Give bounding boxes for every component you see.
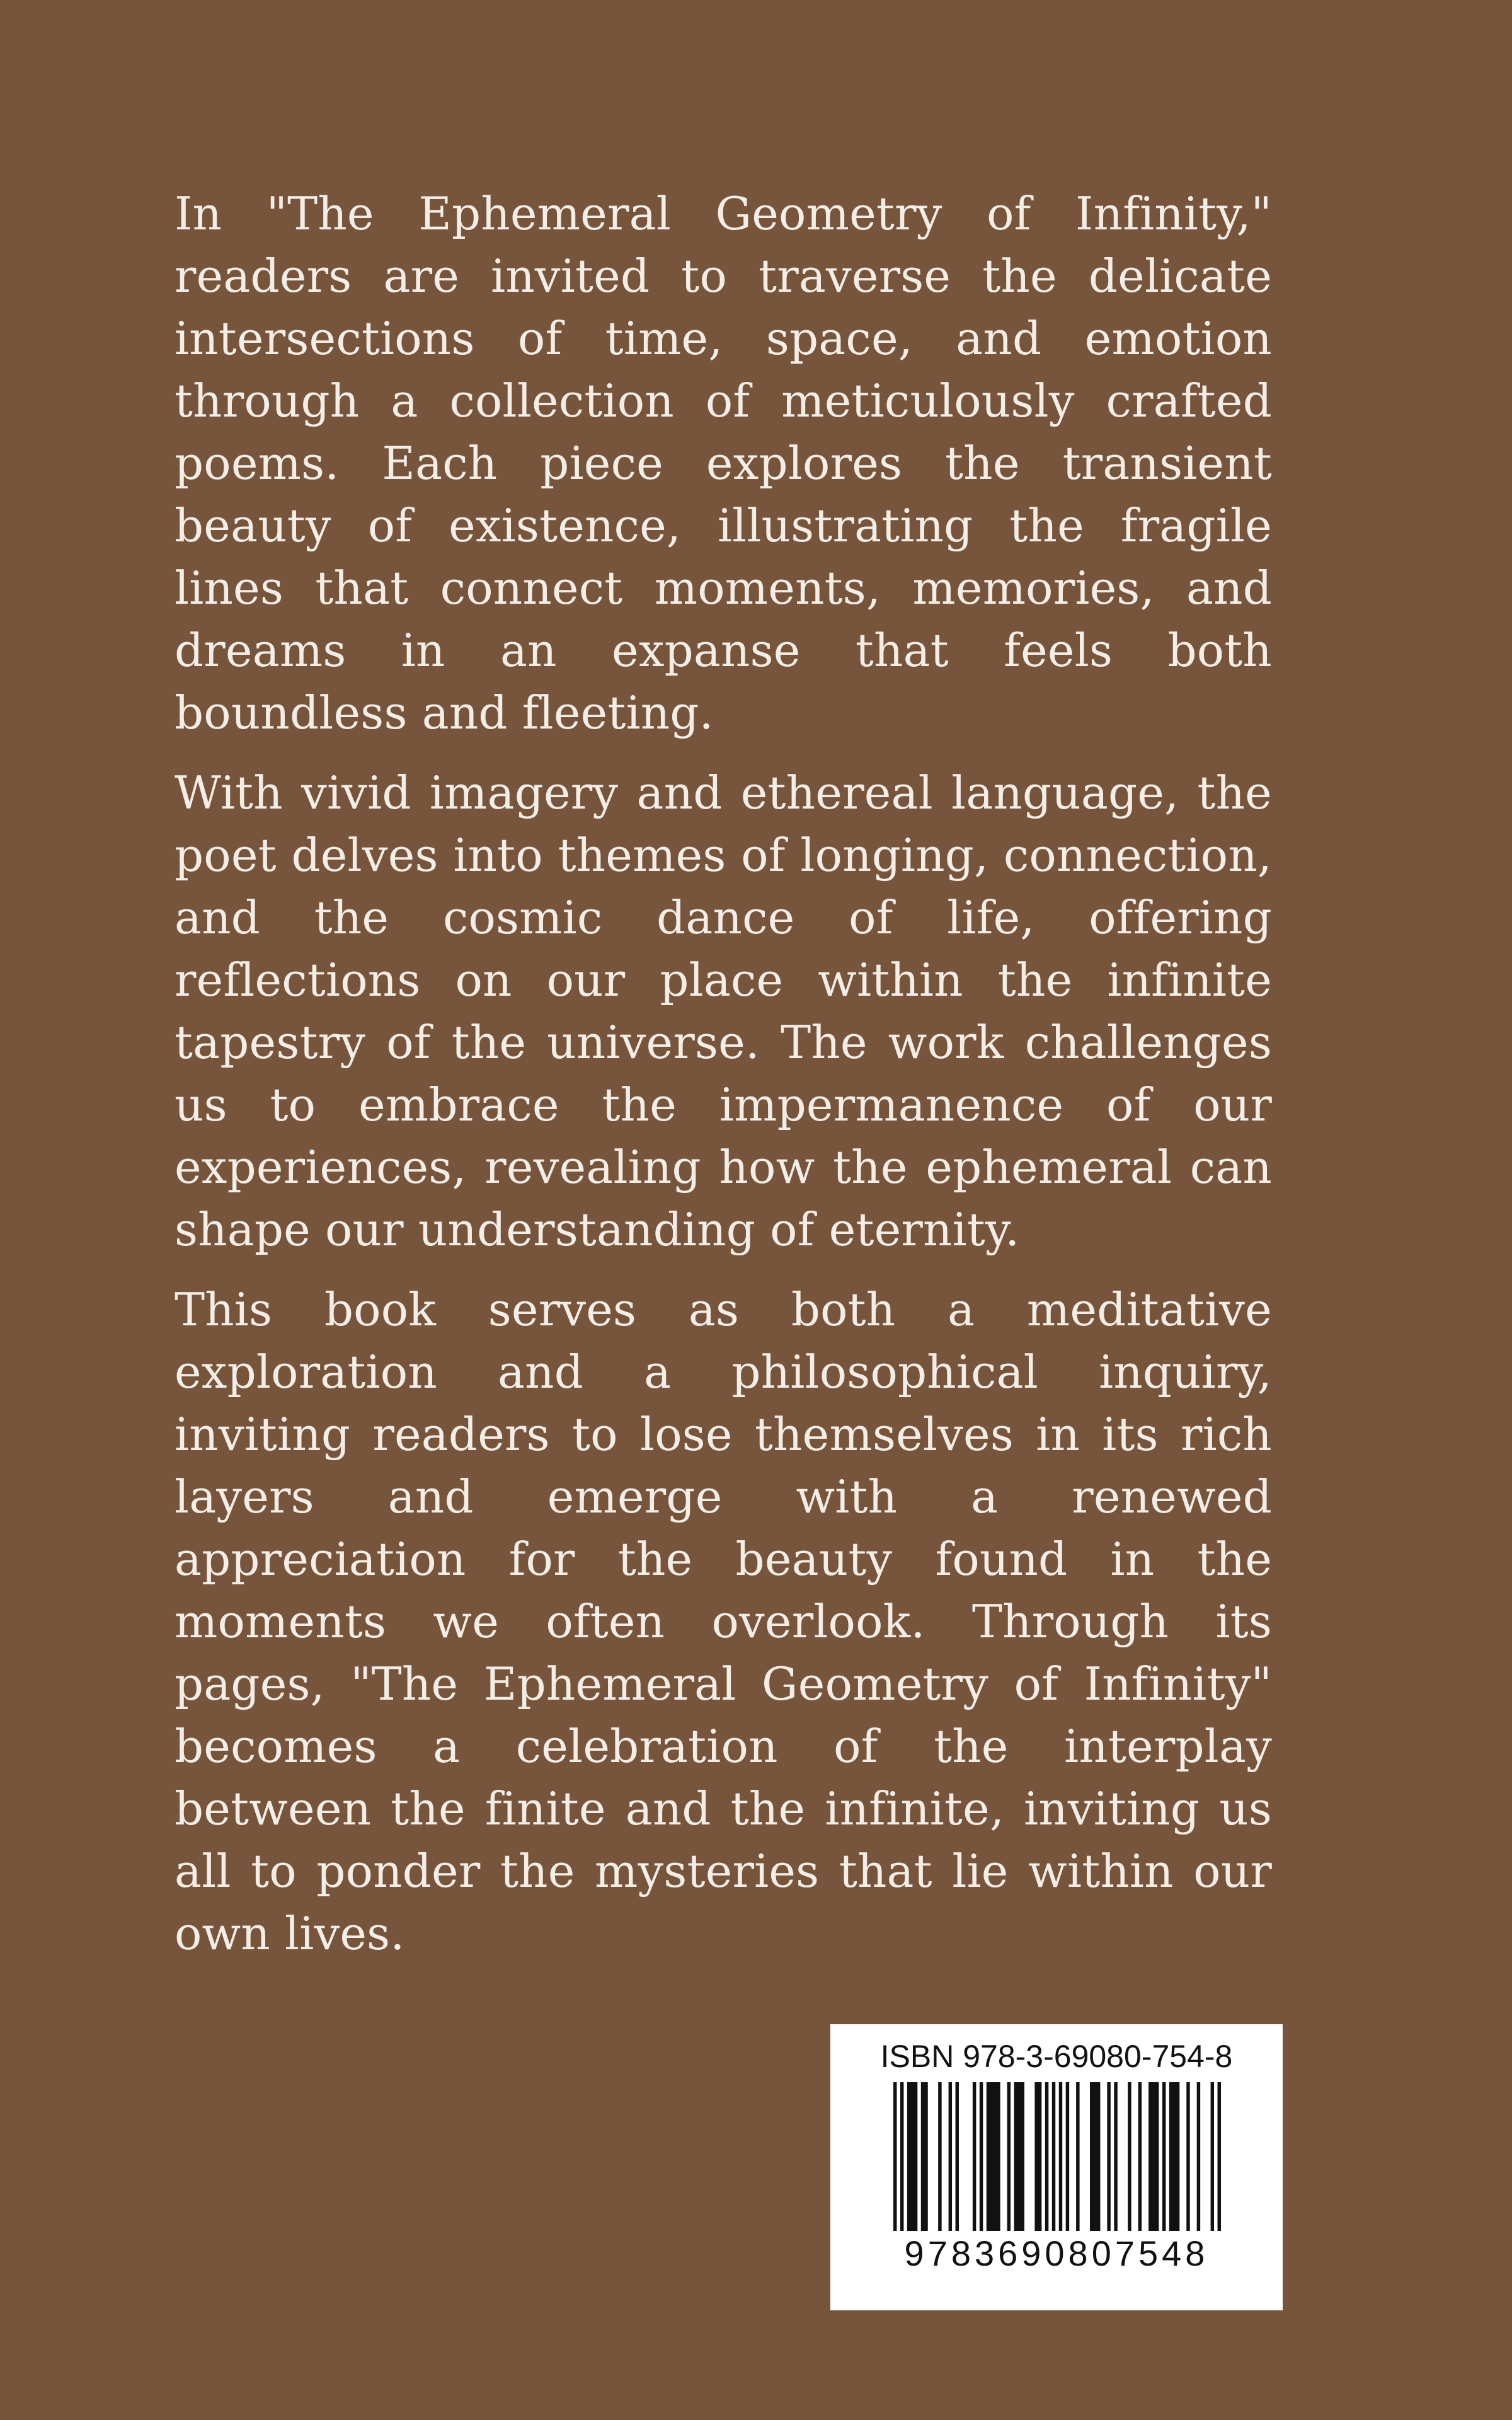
barcode-bar (1162, 2082, 1166, 2231)
barcode-bar (900, 2082, 903, 2231)
barcode-bar (1059, 2082, 1062, 2231)
barcode-bar (921, 2082, 928, 2231)
barcode-bar (1218, 2082, 1221, 2231)
blurb-paragraph-2: With vivid imagery and ethereal language, the poet delves into themes of longing, connection, and the cosmic dance of life, offering reflections on our place within the infinite tapestry of the universe. The work challenges us to embrace the impermanence of our experiences, revealing how the ephemeral can shape our understanding of eternity. (175, 766, 1272, 1256)
barcode-bar (893, 2082, 896, 2231)
barcode-bar (1076, 2082, 1079, 2231)
barcode-image (893, 2082, 1221, 2231)
barcode-bar (1169, 2082, 1179, 2231)
book-blurb (175, 183, 1272, 1983)
barcode-bar (1066, 2082, 1069, 2231)
barcode-bar (1107, 2082, 1110, 2231)
barcode-bar (949, 2082, 952, 2231)
ean-number: 9783690807548 (904, 2233, 1209, 2273)
isbn-barcode-box (830, 2024, 1283, 2310)
barcode-bar (1007, 2082, 1011, 2231)
barcode-bar (980, 2082, 983, 2231)
barcode-bar (1014, 2082, 1024, 2231)
blurb-paragraph-1: In "The Ephemeral Geometry of Infinity," readers are invited to traverse the delicate intersections of time, space, and emotion through a collection of meticulously crafted poems. Each piece explores the transient beauty of existence, illustrating the fragile lines that connect moments, memories, and dreams in an expanse that feels both boundless and fleeting. (175, 187, 1272, 739)
barcode-bar (1128, 2082, 1131, 2231)
barcode-bar (987, 2082, 1000, 2231)
barcode-bar (907, 2082, 917, 2231)
barcode-bar (938, 2082, 941, 2231)
blurb-paragraph-3: This book serves as both a meditative exploration and a philosophical inquiry, inviting readers to lose themselves in its rich layers and emerge with a renewed appreciation for the beauty found in the moments we often overlook. Through its pages, "The Ephemeral Geometry of Infinity" becomes a celebration of the interplay between the finite and the infinite, inviting us all to ponder the mysteries that lie within our own lives. (175, 1283, 1272, 1960)
barcode-bar (1090, 2082, 1100, 2231)
barcode-bar (1052, 2082, 1055, 2231)
barcode-bar (1114, 2082, 1117, 2231)
barcode-bar (973, 2082, 976, 2231)
barcode-bar (956, 2082, 959, 2231)
isbn-label: ISBN 978-3-69080-754-8 (880, 2039, 1233, 2074)
barcode-bar (1197, 2082, 1200, 2231)
barcode-bar (1034, 2082, 1041, 2231)
barcode-bar (1138, 2082, 1142, 2231)
barcode-bar (1186, 2082, 1189, 2231)
barcode-bar (1148, 2082, 1159, 2231)
barcode-bar (1045, 2082, 1048, 2231)
barcode-bar (1211, 2082, 1214, 2231)
